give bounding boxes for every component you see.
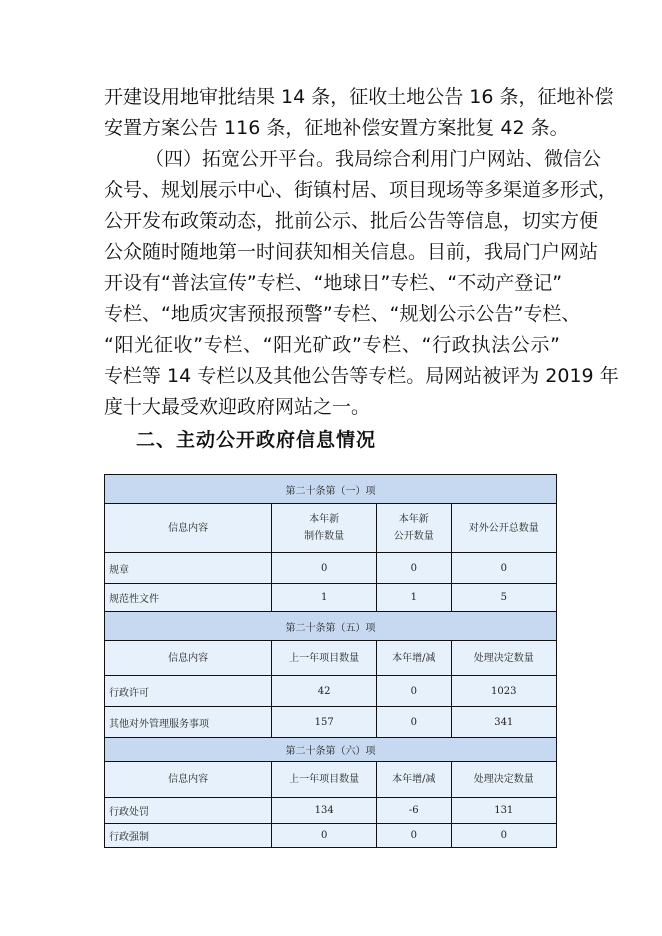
- cell-value: 1: [272, 584, 377, 612]
- column-header: 上一年项目数量: [272, 762, 377, 798]
- row-label: 规范性文件: [105, 584, 272, 612]
- cell-value: 157: [272, 707, 377, 738]
- section-title: 第二十条第（五）项: [105, 612, 557, 641]
- text-line: 开建设用地审批结果 14 条，征收土地公告 16 条，征地补偿: [104, 86, 614, 108]
- cell-value: 0: [272, 824, 377, 848]
- section-title: 第二十条第（一）项: [105, 475, 557, 504]
- info-disclosure-table: [104, 474, 557, 848]
- text-line: 度十大最受欢迎政府网站之一。: [104, 396, 371, 418]
- row-label: 行政许可: [105, 676, 272, 707]
- cell-value: 42: [272, 676, 377, 707]
- column-header: 上一年项目数量: [272, 641, 377, 676]
- row-label: 行政处罚: [105, 798, 272, 824]
- cell-value: 1: [377, 584, 451, 612]
- column-header: 信息内容: [105, 762, 272, 798]
- column-header: 本年增/减: [377, 641, 451, 676]
- text-line: 安置方案公告 116 条，征地补偿安置方案批复 42 条。: [104, 117, 569, 139]
- row-label: 行政强制: [105, 824, 272, 848]
- cell-value: 0: [451, 553, 556, 584]
- cell-value: 341: [451, 707, 556, 738]
- section-title-row: [105, 475, 557, 504]
- text-line: 开设有“普法宣传”专栏、“地球日”专栏、“不动产登记”: [104, 272, 563, 294]
- table-row: [105, 824, 557, 848]
- cell-value: 131: [451, 798, 556, 824]
- cell-value: 0: [272, 553, 377, 584]
- table-row: [105, 676, 557, 707]
- text-line: 专栏等 14 专栏以及其他公告等专栏。局网站被评为 2019 年: [104, 365, 619, 387]
- row-label: 其他对外管理服务事项: [105, 707, 272, 738]
- text-line: 公开发布政策动态，批前公示、批后公告等信息，切实方便: [104, 210, 599, 232]
- cell-value: 0: [377, 553, 451, 584]
- cell-value: -6: [377, 798, 451, 824]
- cell-value: 0: [377, 824, 451, 848]
- cell-value: 0: [377, 676, 451, 707]
- text-line: 公众随时随地第一时间获知相关信息。目前，我局门户网站: [104, 241, 599, 263]
- section-title-row: [105, 738, 557, 762]
- cell-value: 5: [451, 584, 556, 612]
- column-header: 本年增/减: [377, 762, 451, 798]
- column-header: 处理决定数量: [451, 641, 556, 676]
- header-row: [105, 504, 557, 553]
- table-row: [105, 584, 557, 612]
- section-heading: 二、主动公开政府信息情况: [136, 429, 377, 451]
- row-label: 规章: [105, 553, 272, 584]
- cell-value: 1023: [451, 676, 556, 707]
- table-row: [105, 707, 557, 738]
- section-title-row: [105, 612, 557, 641]
- table-row: [105, 798, 557, 824]
- cell-value: 0: [451, 824, 556, 848]
- column-header: 本年新 制作数量: [272, 504, 377, 553]
- header-row: [105, 641, 557, 676]
- column-header: 处理决定数量: [451, 762, 556, 798]
- text-line: 专栏、“地质灾害预报预警”专栏、“规划公示公告”专栏、: [104, 303, 581, 325]
- text-line: “阳光征收”专栏、“阳光矿政”专栏、“行政执法公示”: [104, 334, 560, 356]
- column-header: 对外公开总数量: [451, 504, 556, 553]
- table-row: [105, 553, 557, 584]
- header-row: [105, 762, 557, 798]
- text-line: （四）拓宽公开平台。我局综合利用门户网站、微信公: [145, 148, 602, 170]
- column-header: 信息内容: [105, 504, 272, 553]
- section-title: 第二十条第（六）项: [105, 738, 557, 762]
- text-line: 众号、规划展示中心、街镇村居、项目现场等多渠道多形式，: [104, 179, 618, 201]
- cell-value: 0: [377, 707, 451, 738]
- column-header: 信息内容: [105, 641, 272, 676]
- column-header: 本年新 公开数量: [377, 504, 451, 553]
- cell-value: 134: [272, 798, 377, 824]
